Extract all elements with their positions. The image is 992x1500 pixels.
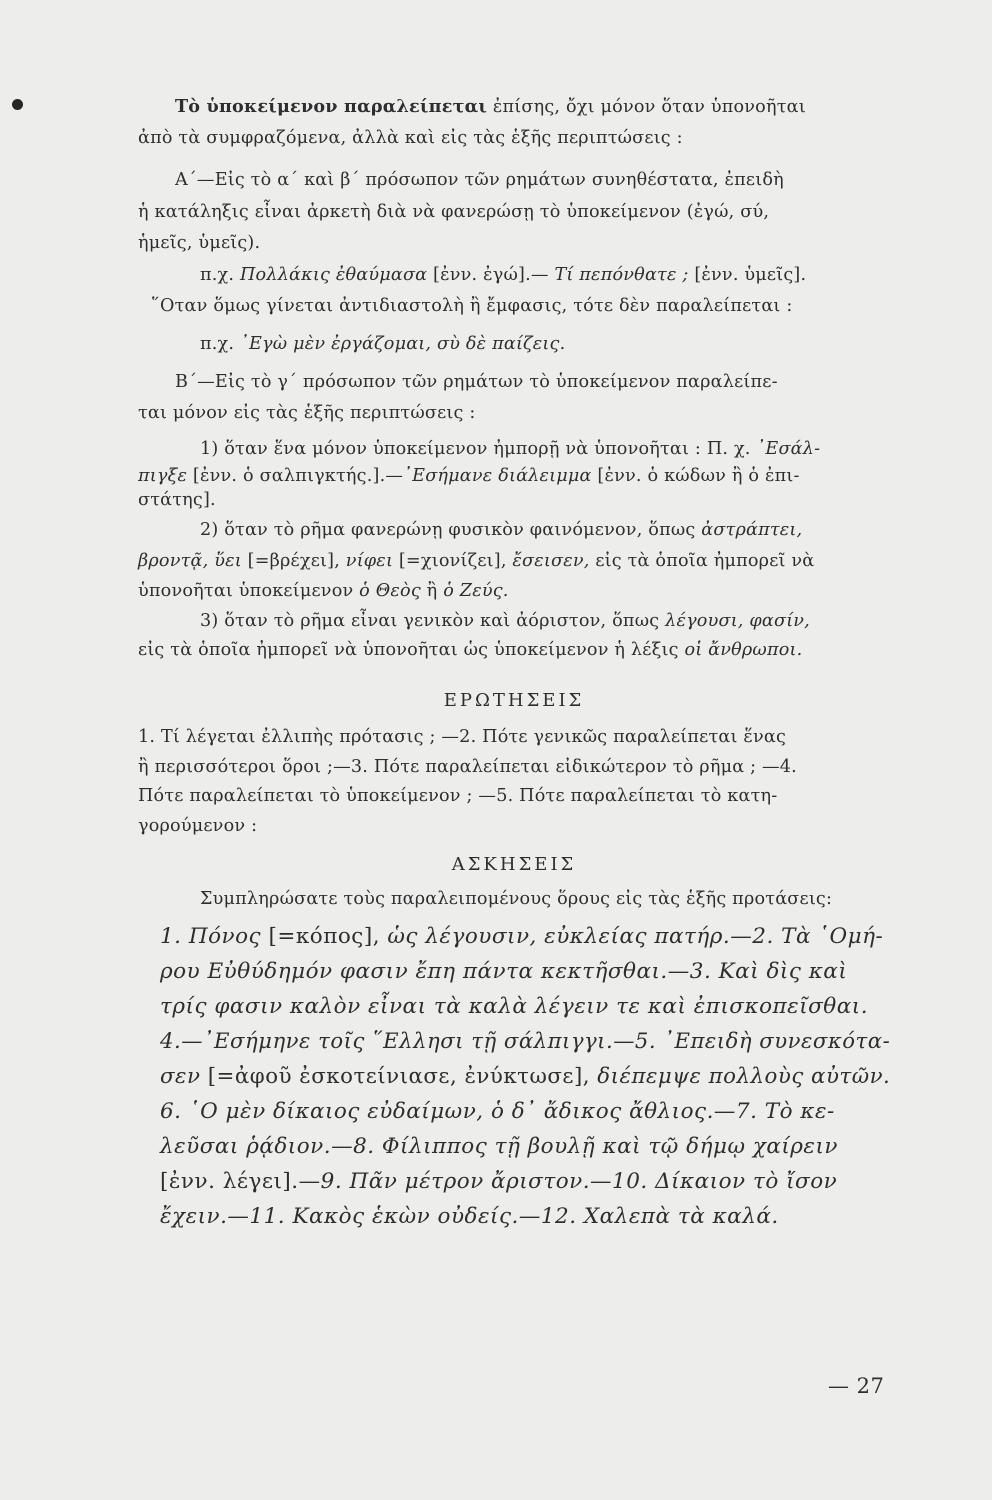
section-b-line-1: Β΄—Εἰς τὸ γ΄ πρόσωπον τῶν ρημάτων τὸ ὑποκείμενον παραλείπε- xyxy=(175,372,778,392)
exercise-line-7: λεῦσαι ῥᾴδιον.—8. Φίλιππος τῇ βουλῇ καὶ τῷ δήμῳ χαίρειν xyxy=(160,1134,838,1159)
section-b-line-2: ται μόνον εἰς τὰς ἑξῆς περιπτώσεις : xyxy=(138,403,476,423)
case-3-line-1: 3) ὅταν τὸ ρῆμα εἶναι γενικὸν καὶ ἀόριστον, ὅπως λέγουσι, φασίν, xyxy=(200,611,810,631)
questions-heading: ΕΡΩΤΗΣΕΙΣ xyxy=(443,690,585,711)
section-a-line-3: ἡμεῖς, ὑμεῖς). xyxy=(138,233,261,253)
section-a-line-1: Α΄—Εἰς τὸ α΄ καὶ β΄ πρόσωπον τῶν ρημάτων συνηθέστατα, ἐπειδὴ xyxy=(175,170,784,190)
questions-line-3: Πότε παραλείπεται τὸ ὑποκείμενον ; —5. Πότε παραλείπεται τὸ κατη- xyxy=(138,786,778,806)
exercise-line-4: 4.—᾿Εσήμηνε τοῖς ῞Ελλησι τῇ σάλπιγγι.—5. ᾿Επειδὴ συνεσκότα- xyxy=(160,1029,891,1054)
exercises-heading: ΑΣΚΗΣΕΙΣ xyxy=(451,854,577,875)
case-1-line-1: 1) ὅταν ἕνα μόνον ὑποκείμενον ἠμπορῇ νὰ ὑπονοῆται : Π. χ. ᾿Εσάλ- xyxy=(200,439,821,459)
section-a-line-2: ἡ κατάληξις εἶναι ἀρκετὴ διὰ νὰ φανερώσῃ τὸ ὑποκείμενον (ἐγώ, σύ, xyxy=(138,202,770,222)
case-2-line-2: βροντᾷ, ὕει [=βρέχει], νίφει [=χιονίζει], ἔσεισεν, εἰς τὰ ὁποῖα ἠμπορεῖ νὰ xyxy=(138,551,815,571)
case-1-line-3: στάτης]. xyxy=(138,490,216,510)
section-a-example-2: π.χ. ᾿Εγὼ μὲν ἐργάζομαι, σὺ δὲ παίζεις. xyxy=(200,334,566,354)
questions-line-2: ἢ περισσότεροι ὅροι ;—3. Πότε παραλείπεται εἰδικώτερον τὸ ρῆμα ; —4. xyxy=(138,757,797,777)
case-3-line-2: εἰς τὰ ὁποῖα ἠμπορεῖ νὰ ὑπονοῆται ὡς ὑποκείμενον ἡ λέξις οἱ ἄνθρωποι. xyxy=(138,640,803,660)
section-a-example-1: π.χ. Πολλάκις ἐθαύμασα [ἐνν. ἐγώ].— Τί πεπόνθατε ; [ἐνν. ὑμεῖς]. xyxy=(200,265,807,285)
case-1-line-2: πιγξε [ἐνν. ὁ σαλπιγκτής.].—᾿Εσήμανε διάλειμμα [ἐνν. ὁ κώδων ἢ ὁ ἐπι- xyxy=(138,466,800,486)
exercise-line-2: ρου Εὐθύδημόν φασιν ἔπη πάντα κεκτῆσθαι.—3. Καὶ δὶς καὶ xyxy=(160,959,848,984)
section-a-line-5: ῞Οταν ὅμως γίνεται ἀντιδιαστολὴ ἢ ἔμφασις, τότε δὲν παραλείπεται : xyxy=(151,296,793,316)
exercise-line-9: ἔχειν.—11. Κακὸς ἑκὼν οὐδείς.—12. Χαλεπὰ τὰ καλά. xyxy=(160,1204,779,1229)
intro-lead: Τὸ ὑποκείμενον παραλείπεται xyxy=(175,96,488,117)
exercise-line-6: 6. ῾Ο μὲν δίκαιος εὐδαίμων, ὁ δ᾿ ἄδικος ἄθλιος.—7. Τὸ κε- xyxy=(160,1099,835,1124)
page-number: — 27 xyxy=(828,1374,885,1398)
case-2-line-3: ὑπονοῆται ὑποκείμενον ὁ Θεὸς ἢ ὁ Ζεύς. xyxy=(138,581,509,601)
questions-line-1: 1. Τί λέγεται ἐλλιπὴς πρότασις ; —2. Πότε γενικῶς παραλείπεται ἕνας xyxy=(138,727,787,747)
questions-line-4: γορούμενον : xyxy=(138,816,258,836)
exercises-instruction: Συμπληρώσατε τοὺς παραλειπομένους ὅρους εἰς τὰς ἑξῆς προτάσεις: xyxy=(200,889,833,909)
exercise-line-1: 1. Πόνος [=κόπος], ὡς λέγουσιν, εὐκλείας πατήρ.—2. Τὰ ῾Ομή- xyxy=(160,924,884,949)
exercise-line-3: τρίς φασιν καλὸν εἶναι τὰ καλὰ λέγειν τε καὶ ἐπισκοπεῖσθαι. xyxy=(160,994,869,1019)
intro-line-2: ἀπὸ τὰ συμφραζόμενα, ἀλλὰ καὶ εἰς τὰς ἑξῆς περιπτώσεις : xyxy=(138,128,683,148)
intro-line-1 xyxy=(175,96,806,117)
intro-rest: ἐπίσης, ὄχι μόνον ὅταν ὑπονοῆται xyxy=(487,97,806,117)
case-2-line-1: 2) ὅταν τὸ ρῆμα φανερώνῃ φυσικὸν φαινόμενον, ὅπως ἀστράπτει, xyxy=(200,520,803,540)
exercise-line-5: σεν [=ἀφοῦ ἐσκοτείνιασε, ἐνύκτωσε], διέπεμψε πολλοὺς αὐτῶν. xyxy=(160,1064,891,1089)
exercise-line-8: [ἐνν. λέγει].—9. Πᾶν μέτρον ἄριστον.—10. Δίκαιον τὸ ἴσον xyxy=(160,1169,838,1194)
bullet-icon xyxy=(12,99,23,110)
